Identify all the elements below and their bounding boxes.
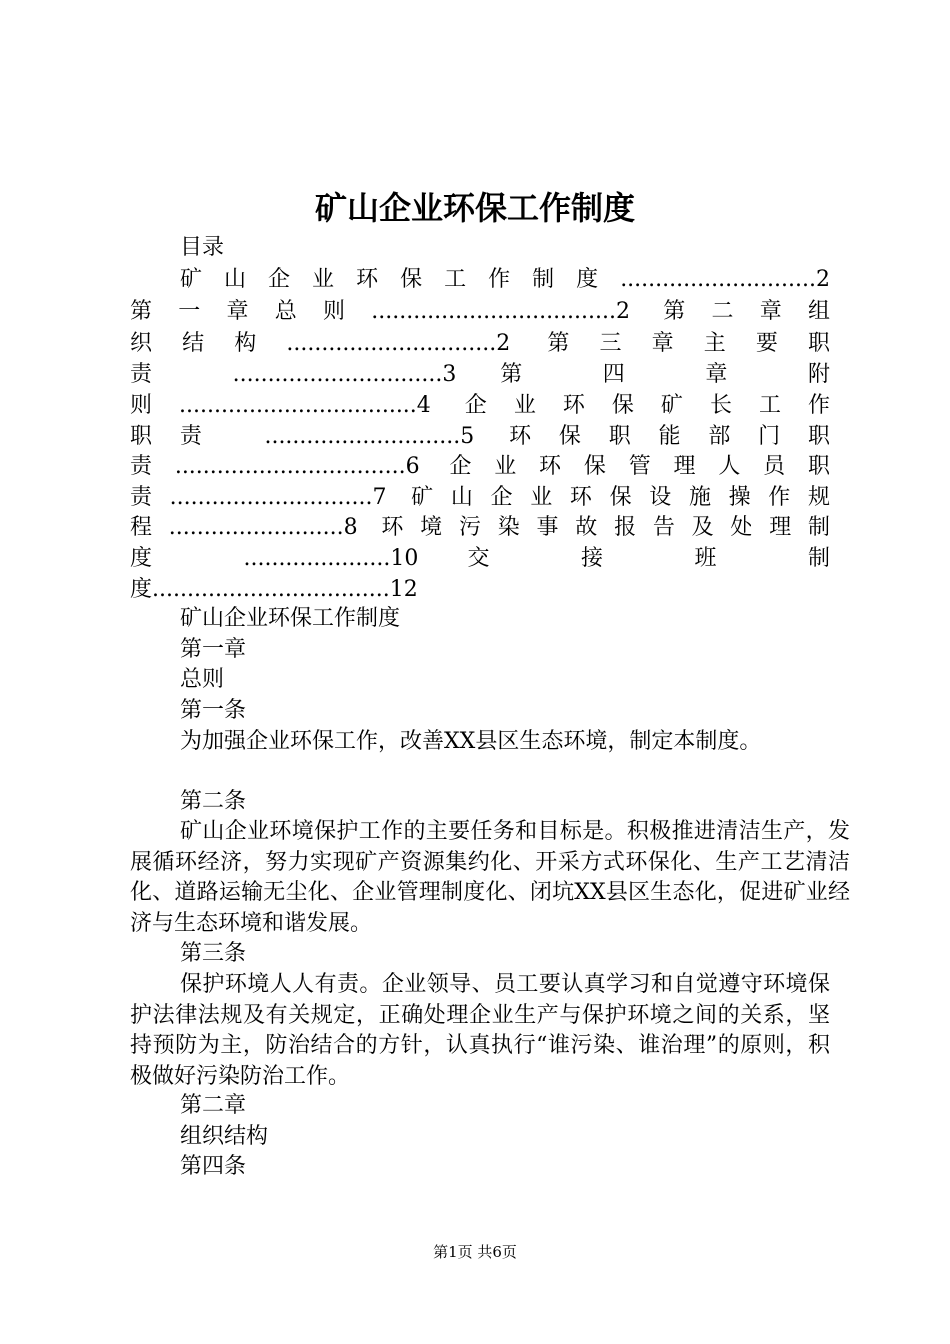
page-footer: 第1页 共6页 bbox=[433, 1243, 517, 1261]
article-heading: 第一条 bbox=[180, 698, 247, 723]
article-heading: 第四条 bbox=[180, 1154, 247, 1179]
toc-line[interactable]: 度 .....................10 交 接 班 制 bbox=[130, 546, 830, 571]
toc-line[interactable]: 责.............................7 矿山企业环保设施操作规 bbox=[130, 485, 830, 510]
article-text: 矿山企业环境保护工作的主要任务和目标是。积极推进清洁生产，发展循环经济，努力实现矿产资源集约化、开采方式环保化、生产工艺清洁化、道路运输无尘化、企业管理制度化、闭坑XX县区生态化，促进矿业经济与生态环境和谐发展。 bbox=[130, 819, 850, 936]
toc-line[interactable]: 织结构..............................2 第三章主要职 bbox=[130, 331, 830, 356]
toc-line[interactable]: 则..................................4 企业环保矿长工作 bbox=[130, 393, 830, 418]
document-title: 矿山企业环保工作制度 bbox=[314, 189, 635, 227]
chapter-title: 组织结构 bbox=[180, 1124, 269, 1149]
article-text: 为加强企业环保工作，改善XX县区生态环境，制定本制度。 bbox=[180, 729, 762, 754]
toc-line[interactable]: 责.................................6 企业环保管理人员职 bbox=[130, 454, 830, 479]
toc-line[interactable]: 程.........................8 环境污染事故报告及处理制 bbox=[130, 515, 830, 540]
toc-heading: 目录 bbox=[180, 235, 225, 260]
toc-line[interactable]: 职责 ............................5 环保职能部门职 bbox=[130, 424, 830, 449]
article-heading: 第二条 bbox=[180, 789, 247, 814]
chapter-heading: 第二章 bbox=[180, 1093, 247, 1118]
article-text: 保护环境人人有责。企业领导、员工要认真学习和自觉遵守环境保护法律法规及有关规定，正确处理企业生产与保护环境之间的关系，坚持预防为主，防治结合的方针，认真执行“谁污染、谁治理”的原则，积极做好污染防治工作。 bbox=[130, 972, 830, 1089]
chapter-heading: 第一章 bbox=[180, 637, 247, 662]
section-doc-name: 矿山企业环保工作制度 bbox=[180, 606, 401, 631]
toc-line[interactable]: 度..................................12 bbox=[130, 577, 418, 602]
chapter-title: 总则 bbox=[180, 667, 225, 692]
article-heading: 第三条 bbox=[180, 941, 247, 966]
toc-line[interactable]: 第一章总则...................................2 第二章组 bbox=[130, 299, 830, 324]
toc-line[interactable]: 责 ..............................3 第 四 章 附 bbox=[130, 362, 830, 387]
toc-line[interactable]: 矿山企业环保工作制度............................2 bbox=[180, 267, 830, 292]
